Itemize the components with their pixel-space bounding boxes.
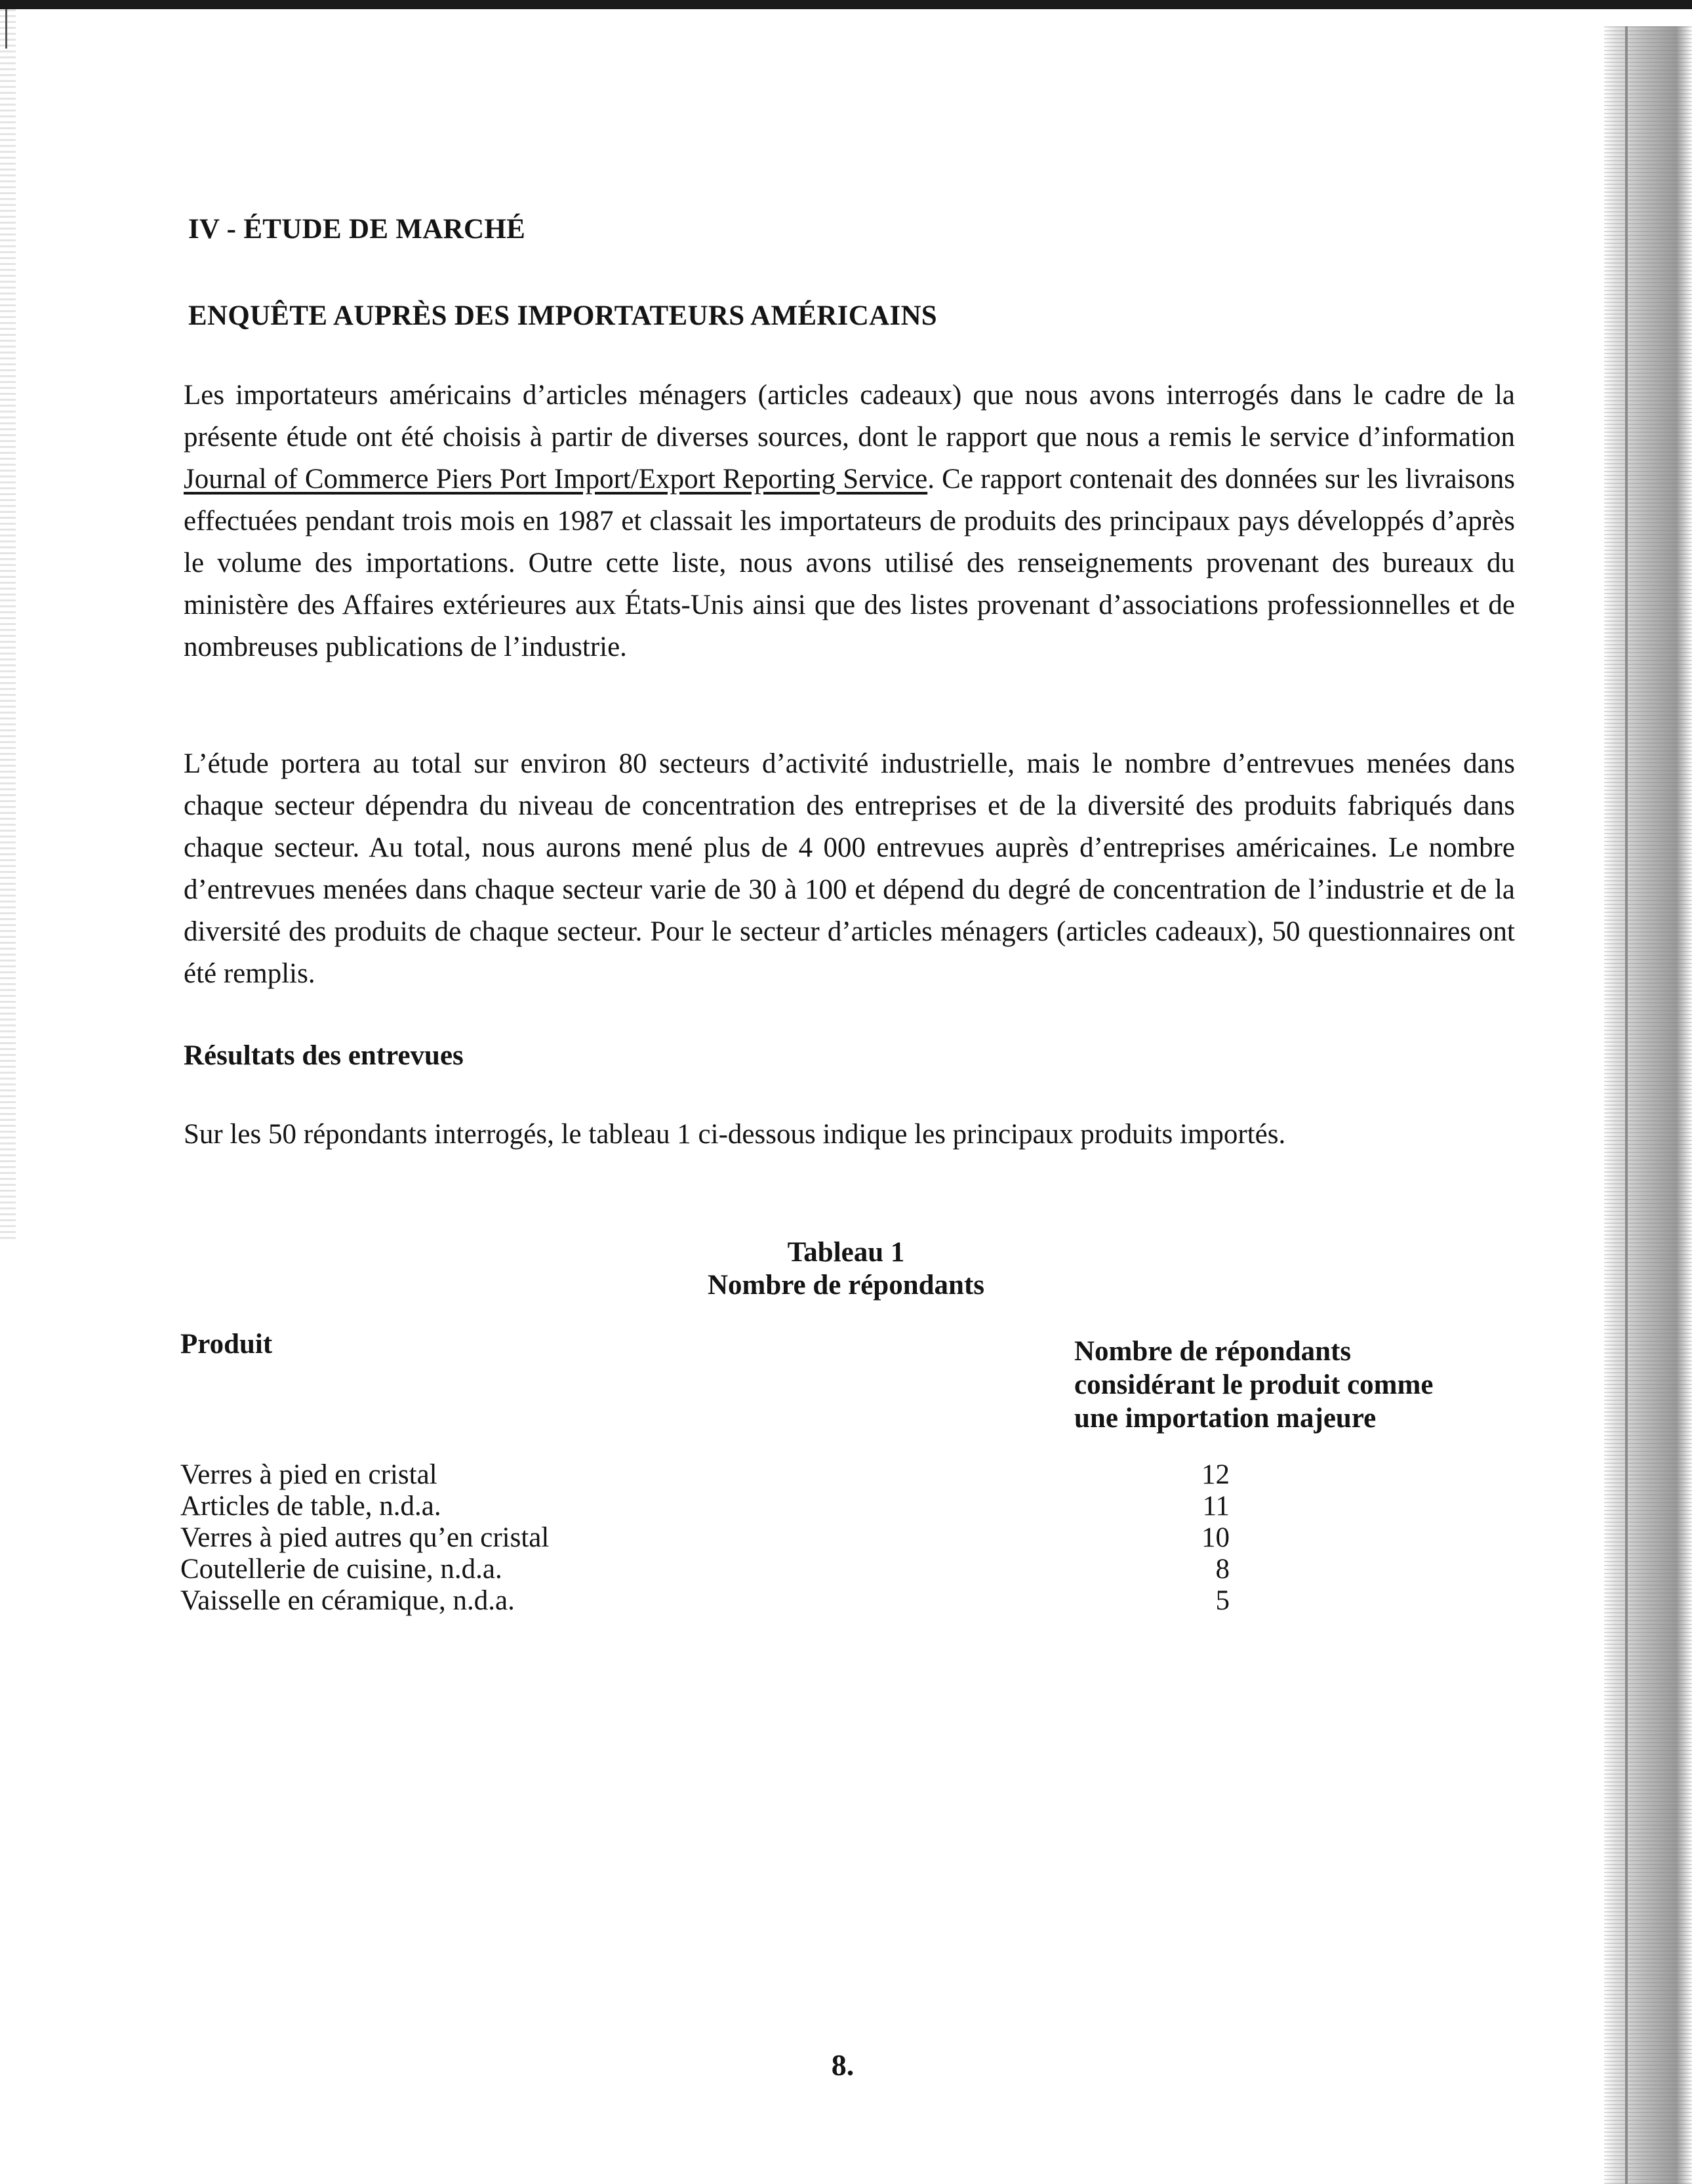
scan-top-edge xyxy=(0,0,1692,9)
results-intro: Sur les 50 répondants interrogés, le tableau 1 ci-dessous indique les principaux produits importés. xyxy=(184,1119,1286,1150)
table-row xyxy=(180,1554,1230,1585)
product-name: Articles de table, n.d.a. xyxy=(180,1491,441,1522)
table-caption-subtitle: Nombre de répondants xyxy=(707,1270,985,1301)
section-title: IV - ÉTUDE DE MARCHÉ xyxy=(188,214,526,245)
scan-left-tick xyxy=(5,9,7,49)
scan-right-line xyxy=(1625,26,1628,2184)
table-row xyxy=(180,1522,1230,1554)
product-name: Vaisselle en céramique, n.d.a. xyxy=(180,1585,515,1616)
product-name: Verres à pied en cristal xyxy=(180,1459,437,1490)
paragraph1-end: . Ce rapport contenait des données sur les livraisons effectuées pendant trois mois en 1987 et classait les importateurs de produits des principaux pays développés d’après le volume des importations. Outre cette liste, nous avons utilisé des renseignements provenant des bureaux du ministère des Affaires extérieures aux États-Unis ainsi que des listes provenant d’associations professionnelles et de nombreuses publications de l’industrie. xyxy=(184,464,1515,662)
respondent-count: 12 xyxy=(1201,1459,1230,1490)
column-header-count-line: une importation majeure xyxy=(1074,1403,1377,1434)
table-body xyxy=(180,1459,1230,1617)
column-header-product: Produit xyxy=(180,1329,273,1360)
column-header-count-line: Nombre de répondants xyxy=(1074,1336,1352,1367)
table-row xyxy=(180,1491,1230,1522)
table-caption-title: Tableau 1 xyxy=(787,1237,905,1268)
table-caption xyxy=(590,1236,1102,1302)
product-name: Coutellerie de cuisine, n.d.a. xyxy=(180,1554,502,1585)
results-heading: Résultats des entrevues xyxy=(184,1040,464,1071)
journal-reference: Journal of Commerce Piers Port Import/Export Reporting Service xyxy=(184,464,928,495)
page-number: 8. xyxy=(831,2048,855,2082)
scan-left-edge xyxy=(0,9,16,1242)
respondent-count: 11 xyxy=(1202,1491,1230,1522)
respondent-count: 5 xyxy=(1215,1585,1230,1616)
table-row xyxy=(180,1459,1230,1491)
page-subtitle: ENQUÊTE AUPRÈS DES IMPORTATEURS AMÉRICAINS xyxy=(188,300,938,331)
intro-paragraph xyxy=(184,374,1515,668)
paragraph1-start: Les importateurs américains d’articles ménagers (articles cadeaux) que nous avons interrogés dans le cadre de la présente étude ont été choisis à partir de diverses sources, dont le rapport que nous a remis le service d’information xyxy=(184,380,1515,453)
respondent-count: 10 xyxy=(1201,1522,1230,1553)
column-header-count-line: considérant le produit comme xyxy=(1074,1369,1434,1400)
product-name: Verres à pied autres qu’en cristal xyxy=(180,1522,550,1553)
table-row xyxy=(180,1585,1230,1617)
respondent-count: 8 xyxy=(1215,1554,1230,1585)
study-paragraph: L’étude portera au total sur environ 80 secteurs d’activité industrielle, mais le nombre d’entrevues menées dans chaque secteur dépendra du niveau de concentration des entreprises et de la diversité des produits fabriqués dans chaque secteur. Au total, nous aurons mené plus de 4 000 entrevues auprès d’entreprises américaines. Le nombre d’entrevues menées dans chaque secteur varie de 30 à 100 et dépend du degré de concentration de l’industrie et de la diversité des produits de chaque secteur. Pour le secteur d’articles ménagers (articles cadeaux), 50 questionnaires ont été remplis. xyxy=(184,748,1515,989)
scan-right-edge xyxy=(1604,26,1692,2184)
column-header-count xyxy=(1074,1335,1433,1435)
